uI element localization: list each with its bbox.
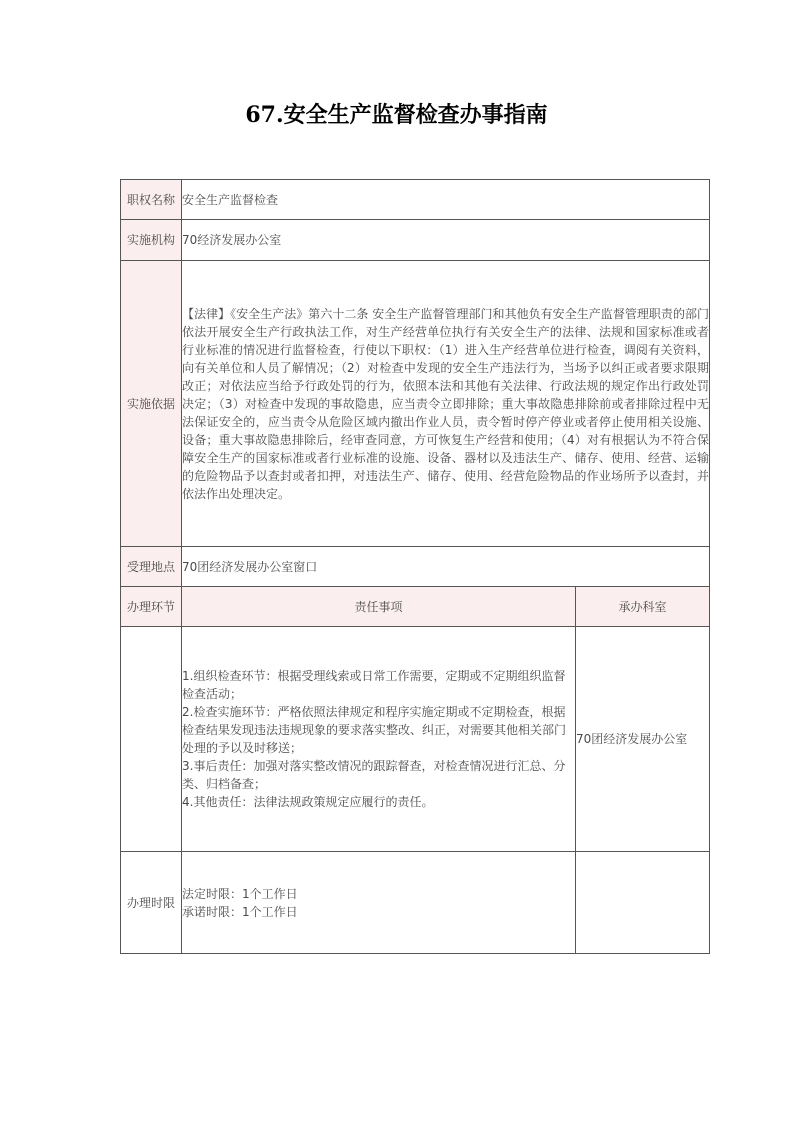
agency-value: 70经济发展办公室 bbox=[182, 220, 710, 261]
responsibility-list bbox=[182, 627, 576, 852]
time-limit-label: 办理时限 bbox=[121, 852, 182, 954]
department-header: 承办科室 bbox=[576, 587, 710, 627]
responsibility-item: 4.其他责任：法律法规政策规定应履行的责任。 bbox=[182, 795, 434, 809]
time-limit-values bbox=[182, 852, 576, 954]
responsibility-header: 责任事项 bbox=[182, 587, 576, 627]
row-basis bbox=[121, 261, 710, 547]
location-label: 受理地点 bbox=[121, 547, 182, 587]
basis-text: 【法律】《安全生产法》第六十二条 安全生产监督管理部门和其他负有安全生产监督管理职责的部门依法开展安全生产行政执法工作，对生产经营单位执行有关安全生产的法律、法规和国家标准或者行业标准的情况进行监督检查，行使以下职权：（1）进入生产经营单位进行检查，调阅有关资料，向有关单位和人员了解情况；（2）对检查中发现的安全生产违法行为，当场予以纠正或者要求限期改正；对依法应当给予行政处罚的行为，依照本法和其他有关法律、行政法规的规定作出行政处罚决定；（3）对检查中发现的事故隐患，应当责令立即排除；重大事故隐患排除前或者排除过程中无法保证安全的，应当责令从危险区域内撤出作业人员，责令暂时停产停业或者停止使用相关设施、设备；重大事故隐患排除后，经审查同意，方可恢复生产经营和使用；（4）对有根据认为不符合保障安全生产的国家标准或者行业标准的设施、设备、器材以及违法生产、储存、使用、经营、运输的危险物品予以查封或者扣押，对违法生产、储存、使用、经营危险物品的作业场所予以查封，并依法作出处理决定。 bbox=[182, 261, 710, 547]
legal-time-limit: 法定时限：1个工作日 bbox=[182, 886, 298, 901]
row-responsibilities bbox=[121, 627, 710, 852]
agency-label: 实施机构 bbox=[121, 220, 182, 261]
page-title: 67.安全生产监督检查办事指南 bbox=[245, 102, 548, 128]
guide-table bbox=[120, 179, 710, 954]
row-stage-header bbox=[121, 587, 710, 627]
time-limit-blank-cell bbox=[576, 852, 710, 954]
responsibility-item: 1.组织检查环节：根据受理线索或日常工作需要，定期或不定期组织监督检查活动； bbox=[182, 669, 566, 701]
authority-name-label: 职权名称 bbox=[121, 180, 182, 220]
row-authority-name bbox=[121, 180, 710, 220]
stage-label: 办理环节 bbox=[121, 587, 182, 627]
location-value: 70团经济发展办公室窗口 bbox=[182, 547, 710, 587]
department-value: 70团经济发展办公室 bbox=[576, 627, 710, 852]
basis-label: 实施依据 bbox=[121, 261, 182, 547]
row-agency bbox=[121, 220, 710, 261]
row-location bbox=[121, 547, 710, 587]
promised-time-limit: 承诺时限：1个工作日 bbox=[182, 904, 298, 919]
row-time-limit bbox=[121, 852, 710, 954]
responsibility-blank-cell bbox=[121, 627, 182, 852]
authority-name-value: 安全生产监督检查 bbox=[182, 180, 710, 220]
responsibility-item: 3.事后责任：加强对落实整改情况的跟踪督查，对检查情况进行汇总、分类、归档备查； bbox=[182, 759, 566, 791]
responsibility-item: 2.检查实施环节：严格依照法律规定和程序实施定期或不定期检查，根据检查结果发现违法违规现象的要求落实整改、纠正，对需要其他相关部门处理的予以及时移送； bbox=[182, 705, 567, 755]
